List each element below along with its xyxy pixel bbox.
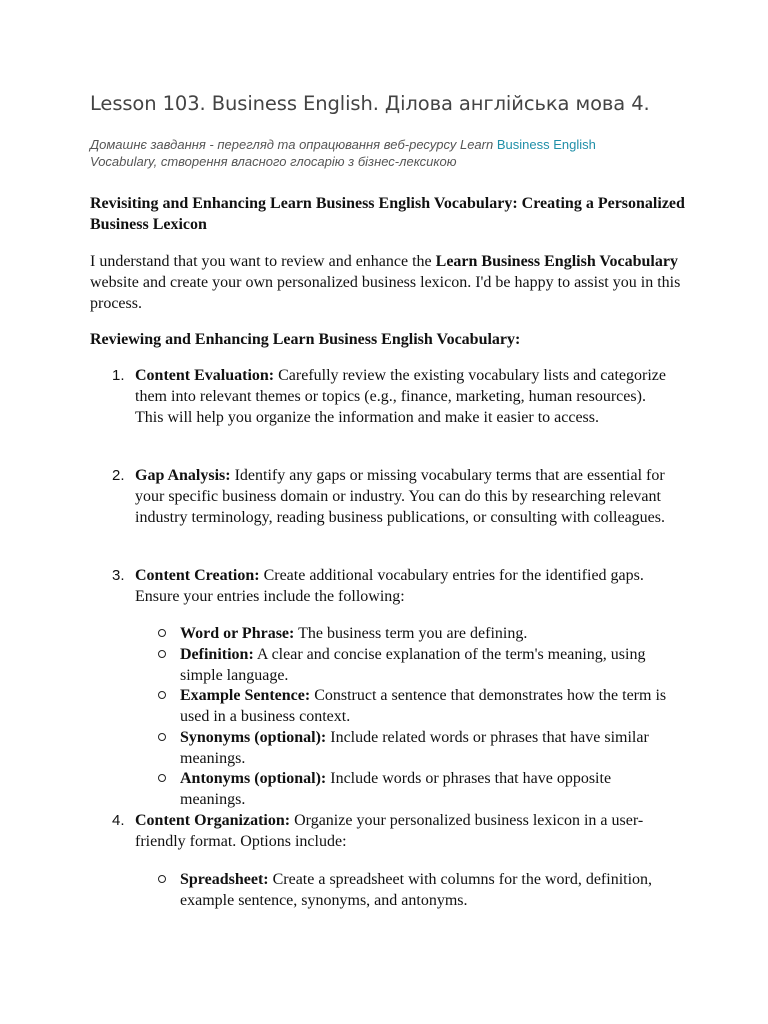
list-item-text [135,810,675,852]
list-item-description: Carefully review the existing vocabulary lists and categorize them into relevant themes or topics (e.g., finance, marketing, human resources). This will help you organize the information and make it easier to access. [135,367,666,426]
homework-suffix: Vocabulary, створення власного глосарію з бізнес-лексикою [90,153,457,169]
list-number: 2. [112,467,125,484]
list-item-term: Content Organization: [135,812,291,829]
hollow-bullet-icon [158,691,166,699]
homework-prefix: Домашнє завдання - перегляд та опрацювання веб-ресурсу Learn [90,137,497,152]
list-item-description: Create additional vocabulary entries for the identified gaps. Ensure your entries include the following: [135,567,644,605]
sub-item-text [180,768,675,810]
sub-item-text [180,623,675,644]
hollow-bullet-icon [158,774,166,782]
list-item-term: Content Creation: [135,567,260,584]
list-number: 4. [112,812,125,829]
list-item-text [135,465,675,528]
list-number: 3. [112,567,125,584]
section-heading-revisiting: Revisiting and Enhancing Learn Business English Vocabulary: Creating a Personalized Business Lexicon [90,195,685,233]
sub-item-description: Create a spreadsheet with columns for the word, definition, example sentence, synonyms, and antonyms. [180,871,653,909]
sub-item-term: Spreadsheet: [180,871,269,888]
list-item-term: Gap Analysis: [135,467,231,484]
sub-item-description: The business term you are defining. [294,625,528,642]
hollow-bullet-icon [158,733,166,741]
homework-note [90,137,650,170]
list-item-text [135,365,675,428]
list-item-description: Identify any gaps or missing vocabulary terms that are essential for your specific business domain or industry. You can do this by researching relevant industry terminology, reading business publications, or consulting with colleagues. [135,467,665,526]
sub-item-term: Word or Phrase: [180,625,295,642]
sub-item-text [180,727,675,769]
hollow-bullet-icon [158,875,166,883]
section-heading-reviewing: Reviewing and Enhancing Learn Business English Vocabulary: [90,331,521,348]
hollow-bullet-icon [158,629,166,637]
hollow-bullet-icon [158,650,166,658]
sub-item-description: Include related words or phrases that have similar meanings. [180,729,649,767]
intro-bold: Learn Business English Vocabulary [435,253,678,270]
sub-item-text [180,869,675,911]
sub-item-description: A clear and concise explanation of the term's meaning, using simple language. [180,646,646,684]
list-number: 1. [112,367,125,384]
sub-item-term: Definition: [180,646,254,663]
business-english-link[interactable]: Business English [496,137,596,152]
list-item-term: Content Evaluation: [135,367,275,384]
sub-item-term: Synonyms (optional): [180,729,327,746]
intro-after: website and create your own personalized business lexicon. I'd be happy to assist you in this process. [90,274,681,312]
page-title: Lesson 103. Business English. Ділова англійська мова 4. [90,92,650,115]
sub-item-description: Construct a sentence that demonstrates how the term is used in a business context. [180,687,667,725]
list-item-text [135,565,675,607]
sub-item-term: Antonyms (optional): [180,770,327,787]
sub-item-description: Include words or phrases that have opposite meanings. [180,770,612,808]
sub-item-term: Example Sentence: [180,687,311,704]
intro-before: I understand that you want to review and enhance the [90,253,436,270]
list-item-description: Organize your personalized business lexicon in a user-friendly format. Options include: [135,812,644,850]
sub-item-text [180,644,675,686]
sub-item-text [180,685,675,727]
intro-paragraph [90,251,690,314]
